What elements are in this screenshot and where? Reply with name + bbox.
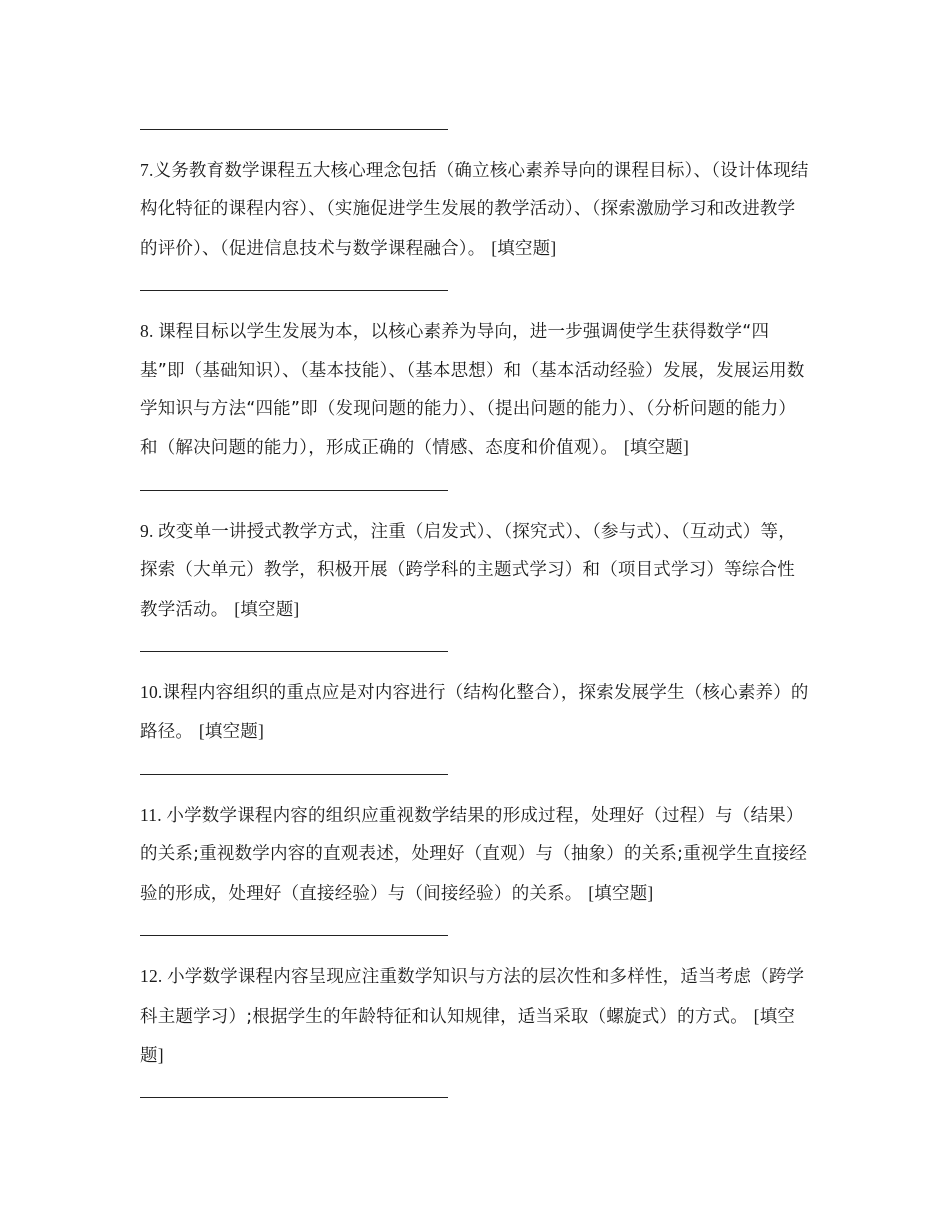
question-10 <box>140 673 812 752</box>
question-7 <box>140 151 812 268</box>
question-text: 义务教育数学课程五大核心理念包括（确立核心素养导向的课程目标）、（设计体现结构化特征的课程内容）、（实施促进学生发展的教学活动）、（探索激励学习和改进教学的评价）、（促进信息技术与数学课程融合）。 <box>140 161 809 259</box>
answer-blank-line[interactable] <box>140 935 448 936</box>
answer-blank-line[interactable] <box>140 490 448 491</box>
answer-blank-line[interactable] <box>140 774 448 775</box>
question-11 <box>140 796 812 913</box>
question-text: 小学数学课程内容呈现应注重数学知识与方法的层次性和多样性，适当考虑（跨学科主题学习）;根据学生的年龄特征和认知规律，适当采取（螺旋式）的方式。 <box>140 967 805 1027</box>
answer-blank-line[interactable] <box>140 1097 448 1098</box>
question-text: 课程目标以学生发展为本，以核心素养为导向，进一步强调使学生获得数学“四基”即（基础知识）、（基本技能）、（基本思想）和（基本活动经验）发展，发展运用数学知识与方法“四能”即（发现问题的能力）、（提出问题的能力）、（分析问题的能力）和（解决问题的能力），形成正确的（情感、态度和价值观）。 <box>140 322 805 459</box>
question-type-tag: [填空题] <box>234 598 300 619</box>
question-text: 小学数学课程内容的组织应重视数学结果的形成过程，处理好（过程）与（结果）的关系;重视数学内容的直观表述，处理好（直观）与（抽象）的关系;重视学生直接经验的形成，处理好（直接经验）与（间接经验）的关系。 <box>140 805 808 904</box>
question-number: 12. <box>140 966 168 987</box>
question-number: 10. <box>140 682 163 703</box>
document-page <box>140 0 812 1098</box>
question-number: 9. <box>140 520 159 541</box>
answer-blank-line[interactable] <box>140 129 448 130</box>
question-text: 改变单一讲授式教学方式，注重（启发式）、（探究式）、（参与式）、（互动式）等，探索（大单元）教学，积极开展（跨学科的主题式学习）和（项目式学习）等综合性教学活动。 <box>140 521 796 620</box>
question-type-tag: [填空题] <box>140 1005 796 1065</box>
question-9 <box>140 512 812 629</box>
answer-blank-line[interactable] <box>140 651 448 652</box>
question-type-tag: [填空题] <box>588 882 654 903</box>
question-type-tag: [填空题] <box>623 437 690 458</box>
answer-blank-line[interactable] <box>140 290 448 291</box>
question-type-tag: [填空题] <box>198 721 265 742</box>
question-12 <box>140 957 812 1075</box>
question-number: 8. <box>140 321 159 342</box>
question-number: 7. <box>140 160 154 180</box>
question-type-tag: [填空题] <box>491 237 557 258</box>
question-number: 11. <box>140 804 167 825</box>
question-text: 课程内容组织的重点应是对内容进行（结构化整合），探索发展学生（核心素养）的路径。 <box>140 683 809 743</box>
question-8 <box>140 312 812 468</box>
